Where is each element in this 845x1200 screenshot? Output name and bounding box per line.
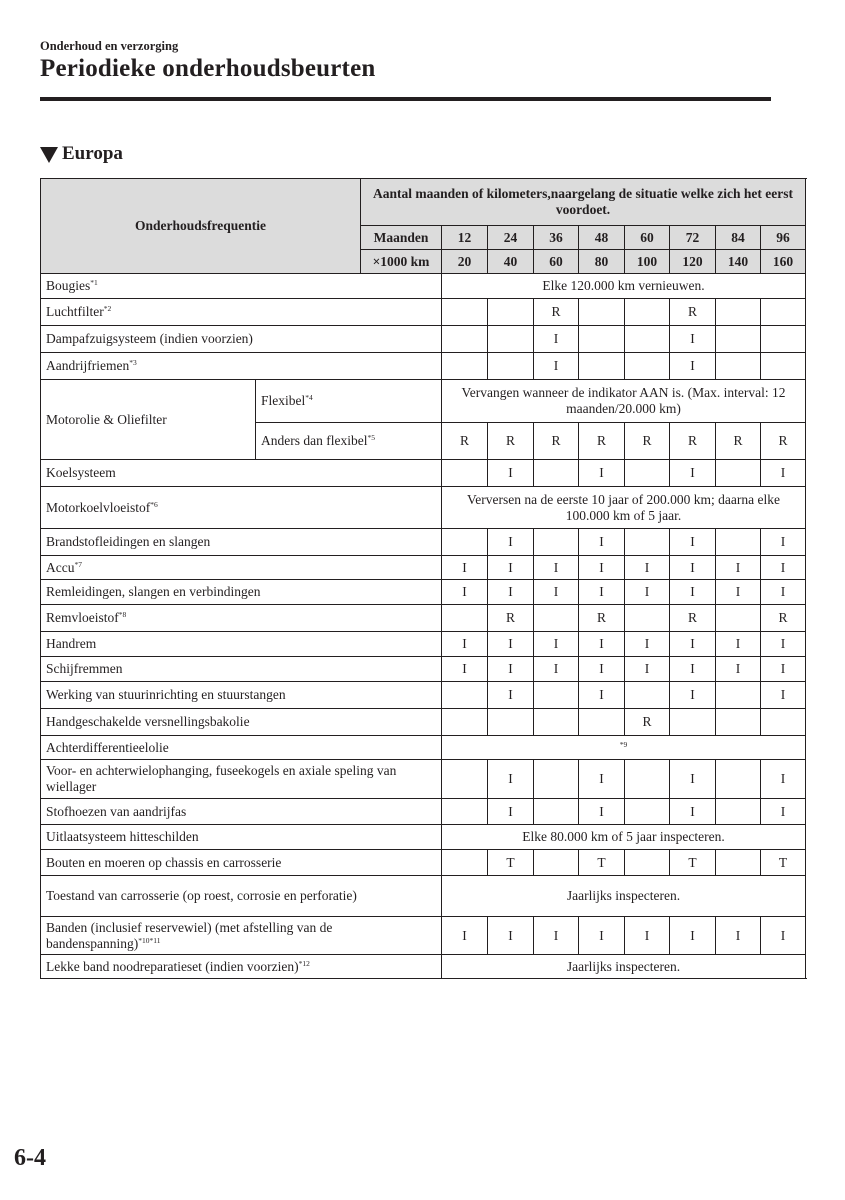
region-heading — [40, 143, 123, 165]
footnote-ref: *4 — [305, 393, 313, 402]
interval-cell: I — [442, 556, 488, 580]
triangle-down-icon — [40, 147, 58, 163]
interval-cell: R — [579, 605, 625, 632]
interval-cell: R — [625, 423, 670, 460]
footnote-ref: *6 — [150, 499, 158, 509]
item-label: Bougies — [46, 278, 91, 293]
interval-span-cell — [442, 876, 806, 917]
interval-cell: I — [488, 682, 534, 709]
interval-span-text: Jaarlijks inspecteren. — [566, 958, 681, 974]
item-label: Toestand van carrosserie (op roest, corrosie en perforatie) — [46, 888, 357, 903]
interval-cell: I — [670, 460, 716, 487]
interval-cell: I — [442, 632, 488, 657]
footnote-ref: *2 — [103, 304, 112, 313]
interval-cell: I — [670, 580, 716, 605]
interval-cell: I — [670, 353, 716, 380]
item-label: Lekke band noodreparatieset (indien voorzien) — [46, 958, 299, 974]
interval-cell: I — [534, 632, 579, 657]
table-row — [41, 556, 806, 580]
interval-cell — [534, 605, 579, 632]
interval-cell — [625, 682, 670, 709]
interval-cell: I — [579, 657, 625, 682]
interval-cell: I — [488, 760, 534, 799]
interval-cell: I — [761, 556, 806, 580]
table-row — [41, 850, 806, 876]
header-month-cell: 60 — [625, 226, 670, 250]
interval-cell — [442, 799, 488, 825]
interval-cell — [579, 326, 625, 353]
header-row-group — [41, 179, 806, 226]
interval-span-text: Jaarlijks inspecteren. — [566, 888, 681, 903]
item-label-cell — [41, 353, 442, 380]
interval-span-cell — [442, 274, 806, 299]
header-km-cell: 60 — [534, 250, 579, 274]
header-months-label: Maanden — [361, 226, 442, 250]
interval-cell — [761, 709, 806, 736]
interval-cell: I — [625, 917, 670, 955]
table-row — [41, 580, 806, 605]
interval-cell: T — [488, 850, 534, 876]
header-km-cell: 120 — [670, 250, 716, 274]
table-row — [41, 380, 806, 423]
item-label: Handrem — [46, 636, 97, 651]
interval-cell: I — [579, 632, 625, 657]
item-label-cell — [41, 632, 442, 657]
interval-cell: I — [625, 556, 670, 580]
item-label: Voor- en achterwielophanging, fuseekogels en axiale speling van wiellager — [46, 763, 397, 794]
item-label-cell — [41, 556, 442, 580]
interval-cell — [761, 326, 806, 353]
interval-cell: I — [761, 682, 806, 709]
interval-cell: I — [488, 799, 534, 825]
interval-cell: I — [488, 460, 534, 487]
interval-cell: I — [670, 529, 716, 556]
interval-cell: I — [579, 529, 625, 556]
interval-cell — [625, 326, 670, 353]
interval-cell: I — [488, 580, 534, 605]
interval-cell — [716, 326, 761, 353]
footnote-ref: *3 — [129, 358, 137, 367]
interval-cell — [579, 353, 625, 380]
interval-cell — [761, 299, 806, 326]
interval-cell: R — [488, 423, 534, 460]
interval-cell: I — [534, 556, 579, 580]
interval-cell: I — [534, 353, 579, 380]
header-km-label: ×1000 km — [361, 250, 442, 274]
interval-cell: I — [716, 917, 761, 955]
table-row — [41, 736, 806, 760]
item-label: Uitlaatsysteem hitteschilden — [46, 829, 199, 844]
interval-cell: I — [670, 760, 716, 799]
interval-span-cell — [442, 380, 806, 423]
item-label-cell — [41, 529, 442, 556]
page-number: 6-4 — [14, 1145, 46, 1171]
interval-cell: R — [761, 423, 806, 460]
interval-cell — [625, 529, 670, 556]
interval-cell — [625, 760, 670, 799]
header-month-cell: 12 — [442, 226, 488, 250]
table-row — [41, 353, 806, 380]
interval-cell: I — [579, 682, 625, 709]
interval-cell — [442, 709, 488, 736]
header-month-cell: 48 — [579, 226, 625, 250]
interval-cell — [534, 682, 579, 709]
interval-cell: I — [442, 917, 488, 955]
interval-cell — [761, 353, 806, 380]
interval-cell — [442, 353, 488, 380]
interval-cell — [625, 353, 670, 380]
item-label: Schijfremmen — [46, 661, 123, 676]
item-label-cell — [41, 326, 442, 353]
item-label-cell — [256, 380, 442, 423]
interval-cell — [716, 850, 761, 876]
interval-cell — [716, 709, 761, 736]
interval-cell: I — [442, 657, 488, 682]
interval-span-text: Verversen na de eerste 10 jaar of 200.000 km; daarna elke 100.000 km of 5 jaar. — [467, 491, 780, 523]
interval-cell: I — [670, 799, 716, 825]
table-row — [41, 825, 806, 850]
interval-cell — [534, 760, 579, 799]
interval-cell: I — [761, 657, 806, 682]
interval-cell: I — [716, 632, 761, 657]
interval-cell: T — [761, 850, 806, 876]
item-label-cell — [41, 299, 442, 326]
item-label: Remvloeistof — [46, 610, 119, 625]
header-km-cell: 140 — [716, 250, 761, 274]
interval-cell: T — [579, 850, 625, 876]
interval-cell: R — [579, 423, 625, 460]
interval-cell: I — [670, 632, 716, 657]
item-label: Stofhoezen van aandrijfas — [46, 803, 187, 819]
item-label: Dampafzuigsysteem (indien voorzien) — [46, 331, 253, 346]
item-label-cell — [41, 657, 442, 682]
interval-cell: I — [761, 580, 806, 605]
interval-cell: I — [625, 580, 670, 605]
item-label-cell — [41, 605, 442, 632]
interval-span-cell — [442, 736, 806, 760]
interval-cell — [625, 299, 670, 326]
interval-cell — [534, 460, 579, 487]
interval-cell: R — [534, 299, 579, 326]
table-row — [41, 529, 806, 556]
interval-cell: I — [488, 632, 534, 657]
interval-cell: I — [761, 760, 806, 799]
footnote-ref: *10*11 — [138, 935, 161, 945]
table-row — [41, 657, 806, 682]
title-rule — [40, 97, 771, 101]
item-label: Anders dan flexibel — [261, 433, 368, 448]
interval-cell: I — [488, 657, 534, 682]
interval-cell: I — [716, 556, 761, 580]
interval-cell — [442, 299, 488, 326]
interval-cell: I — [534, 917, 579, 955]
interval-cell — [488, 299, 534, 326]
item-label: Motorolie & Oliefilter — [46, 411, 167, 427]
item-label: Koelsysteem — [46, 465, 116, 480]
item-label-cell — [41, 850, 442, 876]
interval-cell — [442, 529, 488, 556]
interval-cell — [716, 682, 761, 709]
interval-cell — [442, 326, 488, 353]
item-label: Achterdifferentieelolie — [46, 739, 169, 755]
interval-cell: I — [579, 760, 625, 799]
interval-cell: T — [670, 850, 716, 876]
header-item-column: Onderhoudsfrequentie — [41, 179, 361, 274]
interval-cell: I — [534, 326, 579, 353]
interval-cell: R — [670, 299, 716, 326]
interval-cell: R — [488, 605, 534, 632]
table-row — [41, 605, 806, 632]
item-label: Brandstofleidingen en slangen — [46, 534, 211, 549]
interval-cell: I — [670, 657, 716, 682]
interval-cell — [442, 682, 488, 709]
footnote-ref: *5 — [367, 433, 375, 442]
item-label-cell — [41, 799, 442, 825]
table-row — [41, 876, 806, 917]
item-label: Remleidingen, slangen en verbindingen — [46, 584, 261, 599]
footnote-ref: *7 — [74, 559, 82, 569]
interval-cell: R — [625, 709, 670, 736]
item-label: Aandrijfriemen — [46, 358, 130, 373]
interval-cell: I — [761, 799, 806, 825]
item-label-cell — [41, 580, 442, 605]
interval-cell: R — [761, 605, 806, 632]
region-heading-label: Europa — [62, 143, 123, 164]
header-month-cell: 84 — [716, 226, 761, 250]
interval-cell — [534, 850, 579, 876]
interval-cell: I — [488, 917, 534, 955]
interval-cell: I — [534, 580, 579, 605]
interval-cell: R — [534, 423, 579, 460]
item-label-cell — [256, 423, 442, 460]
interval-cell — [442, 605, 488, 632]
table-row — [41, 460, 806, 487]
item-label-cell — [41, 709, 442, 736]
interval-cell: I — [670, 682, 716, 709]
interval-cell — [670, 709, 716, 736]
interval-cell: I — [625, 657, 670, 682]
interval-cell: I — [761, 917, 806, 955]
item-label: Banden (inclusief reservewiel) (met afstelling van de bandenspanning) — [46, 919, 333, 951]
item-label-cell — [41, 736, 442, 760]
footnote-ref: *8 — [118, 610, 127, 619]
item-label: Handgeschakelde versnellingsbakolie — [46, 714, 250, 729]
item-label: Luchtfilter — [46, 304, 104, 319]
item-label-cell — [41, 917, 442, 955]
header-month-cell: 72 — [670, 226, 716, 250]
item-label-cell — [41, 487, 442, 529]
interval-cell: I — [625, 632, 670, 657]
interval-cell — [716, 460, 761, 487]
table-row — [41, 955, 806, 979]
item-label-cell — [41, 682, 442, 709]
header-month-cell: 36 — [534, 226, 579, 250]
interval-cell: I — [579, 460, 625, 487]
table-row — [41, 274, 806, 299]
table-row — [41, 682, 806, 709]
item-label-cell — [41, 876, 442, 917]
interval-cell — [716, 353, 761, 380]
interval-cell: R — [670, 423, 716, 460]
interval-cell — [625, 799, 670, 825]
interval-cell: I — [579, 556, 625, 580]
interval-cell: R — [670, 605, 716, 632]
interval-cell: I — [534, 657, 579, 682]
interval-span-cell — [442, 825, 806, 850]
interval-cell — [716, 760, 761, 799]
table-row — [41, 917, 806, 955]
interval-cell: I — [716, 657, 761, 682]
interval-span-text: Vervangen wanneer de indikator AAN is. (Max. interval: 12 maanden/20.000 km) — [461, 385, 786, 416]
item-label: Flexibel — [261, 393, 306, 408]
table-row — [41, 799, 806, 825]
section-label: Onderhoud en verzorging — [40, 39, 179, 53]
interval-cell — [534, 799, 579, 825]
interval-cell — [534, 709, 579, 736]
interval-cell: I — [579, 580, 625, 605]
interval-cell — [488, 709, 534, 736]
footnote-ref: *12 — [298, 958, 310, 968]
interval-cell — [579, 299, 625, 326]
item-label-cell — [41, 380, 256, 460]
interval-cell — [534, 529, 579, 556]
table-row — [41, 709, 806, 736]
interval-cell: I — [670, 556, 716, 580]
item-label: Bouten en moeren op chassis en carrosserie — [46, 854, 282, 870]
table-row — [41, 299, 806, 326]
interval-cell: I — [716, 580, 761, 605]
header-month-cell: 24 — [488, 226, 534, 250]
interval-cell: I — [579, 799, 625, 825]
table-row — [41, 632, 806, 657]
interval-cell: I — [488, 529, 534, 556]
item-label: Accu — [46, 559, 75, 575]
item-label-cell — [41, 760, 442, 799]
item-label: Werking van stuurinrichting en stuurstangen — [46, 687, 286, 702]
interval-cell: I — [761, 529, 806, 556]
table-row — [41, 487, 806, 529]
footnote-ref: *9 — [619, 739, 628, 749]
interval-cell: I — [761, 632, 806, 657]
header-km-cell: 80 — [579, 250, 625, 274]
interval-cell — [716, 529, 761, 556]
interval-cell — [579, 709, 625, 736]
item-label-cell — [41, 274, 442, 299]
page-title: Periodieke onderhoudsbeurten — [40, 55, 376, 82]
interval-cell: R — [716, 423, 761, 460]
footnote-ref: *1 — [90, 278, 98, 287]
interval-cell — [442, 760, 488, 799]
interval-cell — [442, 850, 488, 876]
header-km-cell: 160 — [761, 250, 806, 274]
item-label-cell — [41, 955, 442, 979]
item-label-cell — [41, 825, 442, 850]
interval-span-cell — [442, 487, 806, 529]
item-label-cell — [41, 460, 442, 487]
interval-cell — [625, 605, 670, 632]
interval-cell: I — [579, 917, 625, 955]
interval-cell: I — [488, 556, 534, 580]
header-km-cell: 20 — [442, 250, 488, 274]
interval-span-cell — [442, 955, 806, 979]
interval-cell: R — [442, 423, 488, 460]
interval-cell — [488, 353, 534, 380]
header-km-cell: 100 — [625, 250, 670, 274]
header-interval-description: Aantal maanden of kilometers,naargelang de situatie welke zich het eerst voordoet. — [361, 179, 806, 226]
interval-cell: I — [670, 917, 716, 955]
interval-cell — [716, 605, 761, 632]
interval-span-text: Elke 120.000 km vernieuwen. — [542, 278, 705, 293]
interval-cell — [716, 799, 761, 825]
interval-cell — [625, 460, 670, 487]
interval-span-text: Elke 80.000 km of 5 jaar inspecteren. — [522, 829, 725, 844]
header-km-cell: 40 — [488, 250, 534, 274]
table-row — [41, 326, 806, 353]
interval-cell — [716, 299, 761, 326]
interval-cell: I — [442, 580, 488, 605]
table-row — [41, 760, 806, 799]
item-label: Motorkoelvloeistof — [46, 499, 151, 515]
header-month-cell: 96 — [761, 226, 806, 250]
maintenance-schedule-table — [40, 178, 806, 979]
interval-cell: I — [670, 326, 716, 353]
interval-cell — [442, 460, 488, 487]
interval-cell — [488, 326, 534, 353]
interval-cell: I — [761, 460, 806, 487]
interval-cell — [625, 850, 670, 876]
